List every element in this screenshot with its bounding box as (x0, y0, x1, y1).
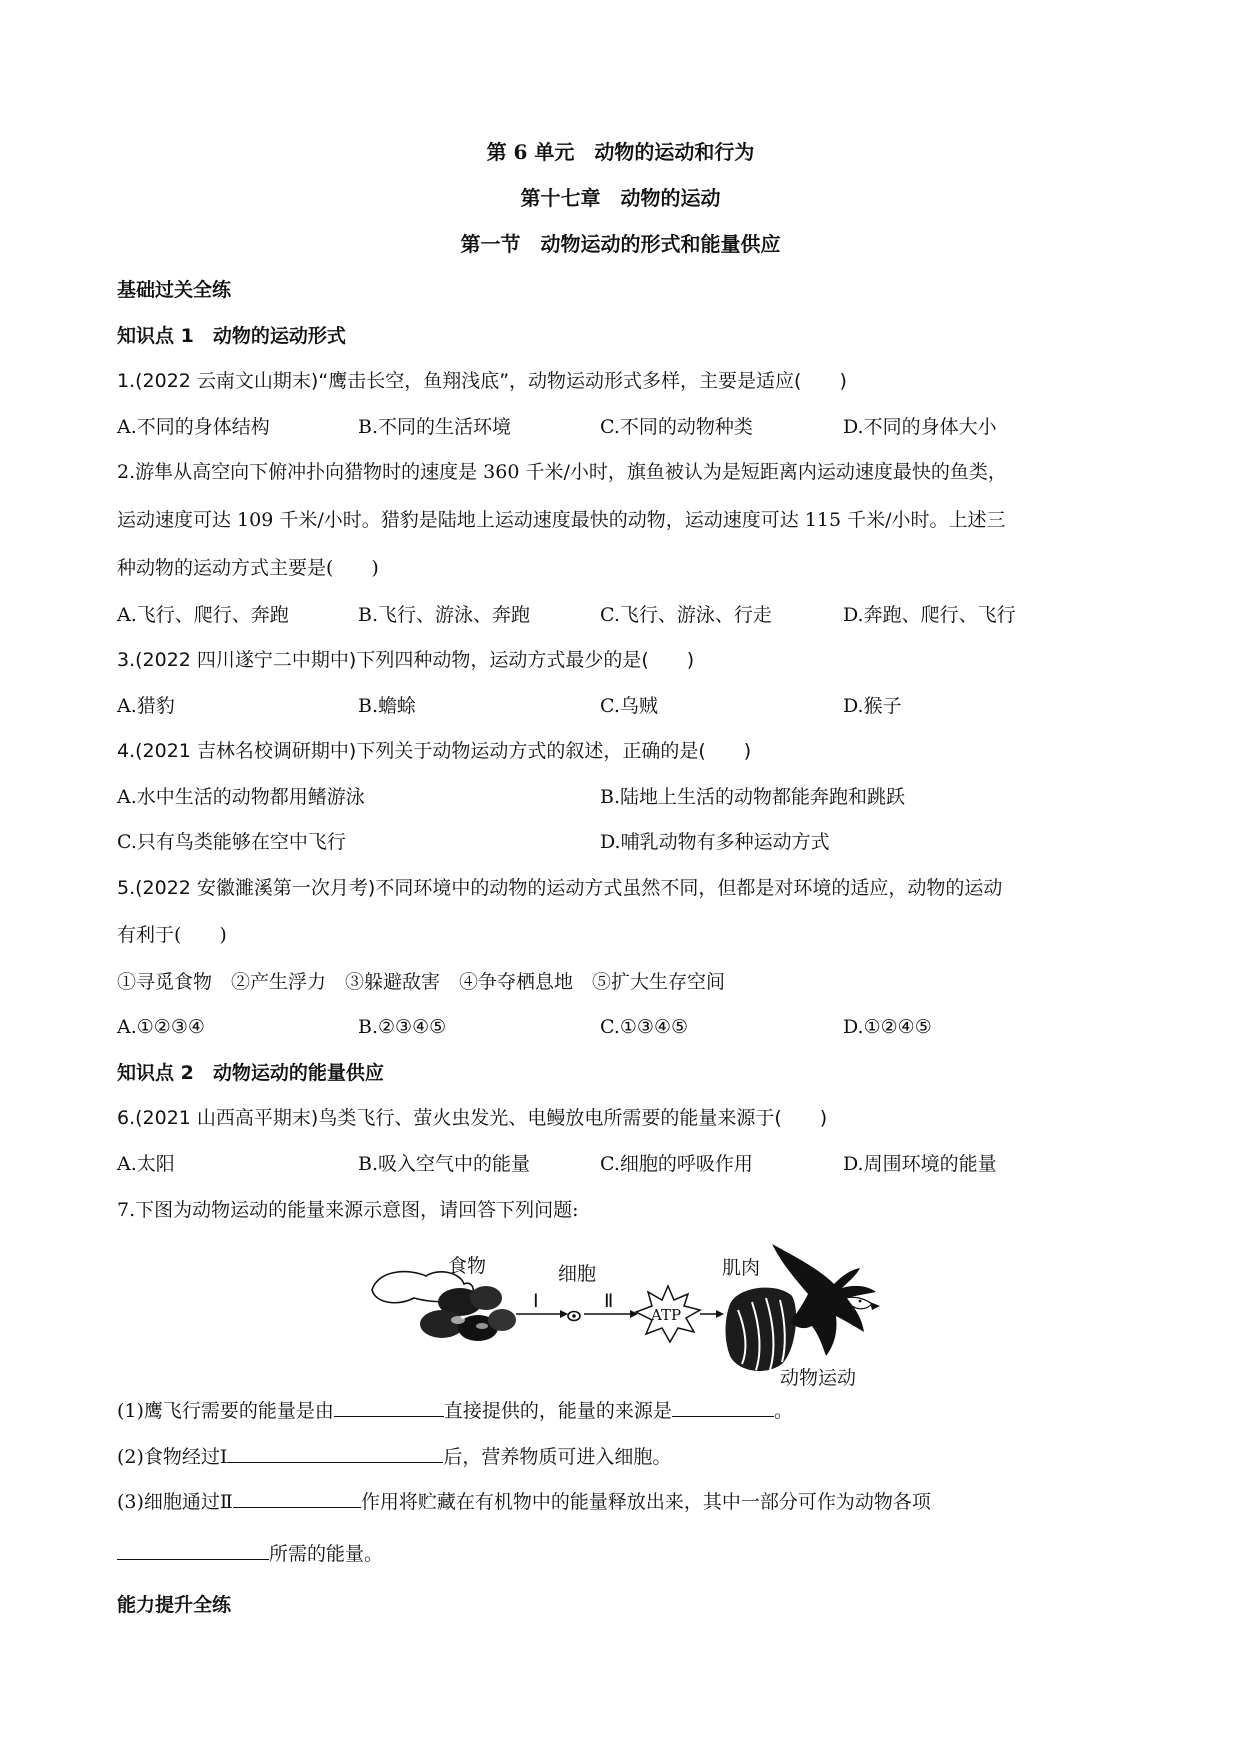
part2-title: 能力提升全练 (117, 1594, 232, 1616)
muscle-label: 肌肉 (722, 1257, 761, 1279)
question-5-items: ①寻觅食物 ②产生浮力 ③躲避敌害 ④争夺栖息地 ⑤扩大生存空间 (117, 971, 726, 993)
q7-sub-1-blank-2[interactable] (672, 1398, 774, 1417)
q7-sub-3-blank-1[interactable] (233, 1489, 361, 1508)
question-3-stem: 3.(2022 四川遂宁二中期中)下列四种动物，运动方式最少的是( ) (117, 649, 695, 671)
q7-sub-2-text-a: (2)食物经过Ⅰ (117, 1446, 228, 1468)
question-4-stem: 4.(2021 吉林名校调研期中)下列关于动物运动方式的叙述，正确的是( ) (117, 740, 752, 762)
q5-option-d: D.①②④⑤ (843, 1016, 932, 1038)
q7-sub-3-text-a: (3)细胞通过Ⅱ (117, 1491, 233, 1513)
question-5-line-1: 5.(2022 安徽濉溪第一次月考)不同环境中的动物的运动方式虽然不同，但都是对环境的适应，动物的运动 (117, 877, 1003, 899)
q6-option-a: A.太阳 (117, 1153, 175, 1175)
section-heading: 第一节 动物运动的形式和能量供应 (460, 232, 781, 256)
q5-option-b: B.②③④⑤ (358, 1016, 447, 1038)
question-1-stem: 1.(2022 云南文山期末)“鹰击长空，鱼翔浅底”，动物运动形式多样，主要是适应( ) (117, 370, 847, 392)
q4-option-c: C.只有鸟类能够在空中飞行 (117, 831, 346, 853)
q1-option-b: B.不同的生活环境 (358, 416, 512, 438)
q6-option-c: C.细胞的呼吸作用 (600, 1153, 753, 1175)
q1-option-d: D.不同的身体大小 (843, 416, 997, 438)
chapter-heading: 第十七章 动物的运动 (520, 186, 721, 210)
q4-option-d: D.哺乳动物有多种运动方式 (600, 831, 830, 853)
knowledge-point-2: 知识点 2 动物运动的能量供应 (117, 1062, 384, 1084)
atp-label: ATP (651, 1306, 682, 1324)
q7-sub-1 (117, 1398, 793, 1423)
q3-option-d: D.猴子 (843, 695, 902, 717)
q7-sub-3-continued (117, 1541, 383, 1566)
q2-option-a: A.飞行、爬行、奔跑 (117, 604, 289, 626)
q5-option-c: C.①③④⑤ (600, 1016, 689, 1038)
q2-option-b: B.飞行、游泳、奔跑 (358, 604, 531, 626)
muscle-illustration (726, 1288, 797, 1371)
q1-option-a: A.不同的身体结构 (117, 416, 270, 438)
q2-option-d: D.奔跑、爬行、飞行 (843, 604, 1016, 626)
unit-heading: 第 6 单元 动物的运动和行为 (486, 140, 755, 164)
question-5-line-2: 有利于( ) (117, 924, 227, 946)
question-7-stem: 7.下图为动物运动的能量来源示意图，请回答下列问题: (117, 1199, 579, 1221)
movement-label: 动物运动 (780, 1367, 857, 1388)
q5-option-a: A.①②③④ (117, 1016, 205, 1038)
q7-sub-1-text-b: 直接提供的，能量的来源是 (443, 1400, 672, 1422)
q7-sub-1-blank-1[interactable] (334, 1398, 444, 1417)
question-2-line-1: 2.游隼从高空向下俯冲扑向猎物时的速度是 360 千米/小时，旗鱼被认为是短距离内运动速度最快的鱼类， (117, 461, 1007, 483)
food-label: 食物 (448, 1255, 487, 1277)
q6-option-b: B.吸入空气中的能量 (358, 1153, 531, 1175)
question-2-line-3: 种动物的运动方式主要是( ) (117, 557, 379, 579)
q4-option-a: A.水中生活的动物都用鳍游泳 (117, 786, 365, 808)
q3-option-b: B.蟾蜍 (358, 695, 417, 717)
q4-option-b: B.陆地上生活的动物都能奔跑和跳跃 (600, 786, 906, 808)
part1-title: 基础过关全练 (117, 279, 232, 301)
q6-option-d: D.周围环境的能量 (843, 1153, 997, 1175)
q7-sub-3-blank-2[interactable] (117, 1541, 269, 1560)
q7-sub-1-text-a: (1)鹰飞行需要的能量是由 (117, 1400, 334, 1422)
process-1-label: Ⅰ (533, 1290, 539, 1312)
question-6-stem: 6.(2021 山西高平期末)鸟类飞行、萤火虫发光、电鳗放电所需要的能量来源于( ) (117, 1107, 828, 1129)
q7-sub-2 (117, 1444, 671, 1469)
cell-label: 细胞 (558, 1263, 597, 1285)
q7-sub-3 (117, 1489, 931, 1514)
q7-sub-1-text-c: 。 (773, 1400, 793, 1422)
q3-option-c: C.乌贼 (600, 695, 658, 717)
knowledge-point-1: 知识点 1 动物的运动形式 (117, 325, 346, 347)
q7-sub-2-text-b: 后，营养物质可进入细胞。 (443, 1446, 672, 1468)
energy-source-diagram (368, 1240, 888, 1388)
question-2-line-2: 运动速度可达 109 千米/小时。猎豹是陆地上运动速度最快的动物，运动速度可达 115 千米/小时。上述三 (117, 509, 1006, 531)
q7-sub-3-text-b: 作用将贮藏在有机物中的能量释放出来，其中一部分可作为动物各项 (360, 1491, 931, 1513)
q2-option-c: C.飞行、游泳、行走 (600, 604, 772, 626)
process-2-label: Ⅱ (604, 1290, 614, 1312)
q3-option-a: A.猎豹 (117, 695, 175, 717)
q7-sub-3-text-c: 所需的能量。 (269, 1543, 384, 1565)
food-illustration (372, 1272, 516, 1341)
q1-option-c: C.不同的动物种类 (600, 416, 753, 438)
q7-sub-2-blank[interactable] (227, 1444, 443, 1463)
